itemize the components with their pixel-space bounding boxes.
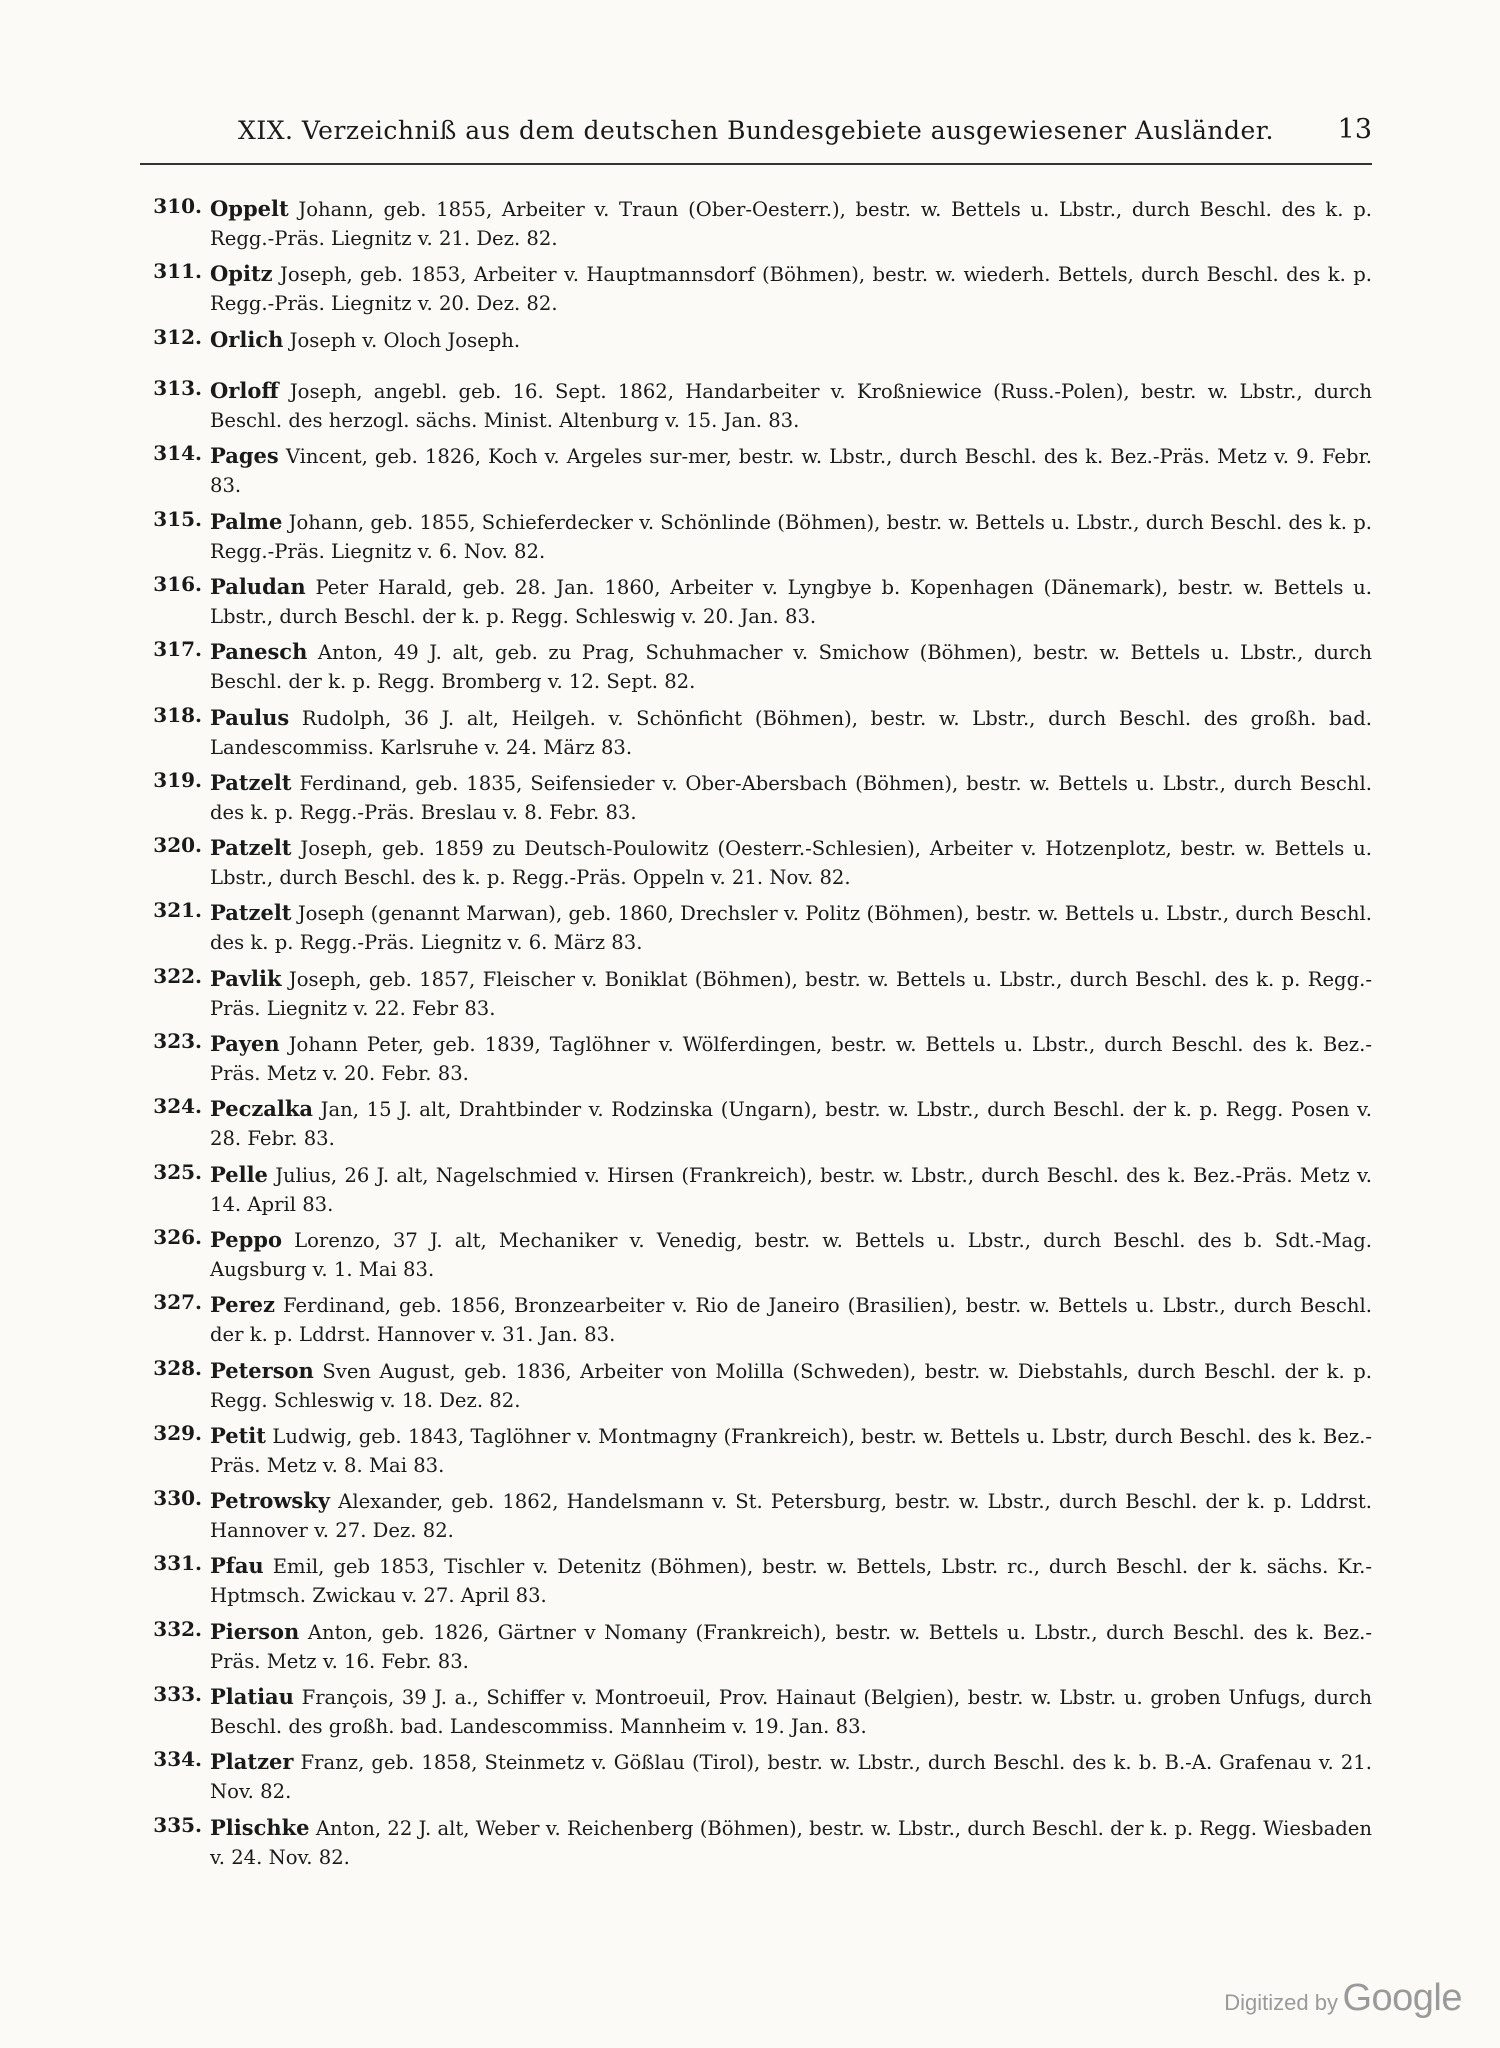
entry-details: Joseph, geb. 1857, Fleischer v. Boniklat (Böhmen), bestr. w. Bettels u. Lbstr., durch Beschl. des k. p. Regg.-Präs. Liegnitz v. 22. Febr 83.	[210, 967, 1372, 1020]
list-item	[140, 964, 1372, 1029]
entry-number: 326.	[153, 1224, 202, 1249]
entry-number: 335.	[153, 1812, 202, 1837]
list-item	[140, 376, 1372, 441]
list-item	[140, 1225, 1372, 1290]
entry-details: Franz, geb. 1858, Steinmetz v. Gößlau (Tirol), bestr. w. Lbstr., durch Beschl. des k. b. B.-A. Grafenau v. 21. Nov. 82.	[210, 1751, 1372, 1804]
entry-text	[210, 898, 1372, 957]
entry-text	[210, 1813, 1372, 1872]
entry-details: Peter Harald, geb. 28. Jan. 1860, Arbeiter v. Lyngbye b. Kopenhagen (Dänemark), bestr. w. Bettels u. Lbstr., durch Beschl. der k. p. Regg. Schleswig v. 20. Jan. 83.	[210, 575, 1373, 628]
entry-name: Petit	[210, 1422, 266, 1448]
watermark-prefix: Digitized by	[1224, 1990, 1338, 2015]
entry-details: Vincent, geb. 1826, Koch v. Argeles sur-mer, bestr. w. Lbstr., durch Beschl. des k. Bez.-Präs. Metz v. 9. Febr. 83.	[210, 445, 1373, 498]
entry-number: 321.	[153, 898, 202, 923]
entry-details: Julius, 26 J. alt, Nagelschmied v. Hirsen (Frankreich), bestr. w. Lbstr., durch Beschl. des k. Bez.-Präs. Metz v. 14. April 83.	[210, 1163, 1372, 1216]
entry-text	[210, 1486, 1372, 1545]
entry-name: Patzelt	[210, 835, 292, 861]
entry-details: Joseph, geb. 1859 zu Deutsch-Poulowitz (Oesterr.-Schlesien), Arbeiter v. Hotzenplotz, bestr. w. Bettels u. Lbstr., durch Beschl. des k. p. Regg.-Präs. Oppeln v. 21. Nov. 82.	[210, 837, 1373, 890]
entry-name: Petrowsky	[210, 1488, 331, 1514]
list-item	[140, 768, 1372, 833]
entry-name: Paludan	[210, 573, 306, 599]
list-item	[140, 1486, 1372, 1551]
entry-name: Palme	[210, 508, 283, 534]
entry-number: 320.	[153, 833, 202, 858]
entry-details: François, 39 J. a., Schiffer v. Montroeuil, Prov. Hainaut (Belgien), bestr. w. Lbstr. u. groben Unfugs, durch Beschl. des großh. bad. Landescommiss. Mannheim v. 19. Jan. 83.	[210, 1686, 1373, 1739]
list-item	[140, 1290, 1372, 1355]
entry-number: 323.	[153, 1029, 202, 1054]
entry-name: Plischke	[210, 1814, 310, 1840]
entry-number: 330.	[153, 1486, 202, 1511]
entry-number: 322.	[153, 963, 202, 988]
page-number: 13	[1337, 114, 1372, 145]
entry-name: Payen	[210, 1031, 280, 1057]
entry-details: Rudolph, 36 J. alt, Heilgeh. v. Schönficht (Böhmen), bestr. w. Lbstr., durch Beschl. des großh. bad. Landescommiss. Karlsruhe v. 24. März 83.	[210, 706, 1372, 759]
entry-name: Pages	[210, 443, 279, 469]
list-item	[140, 325, 1372, 377]
list-item	[140, 194, 1372, 259]
entry-number: 317.	[153, 637, 202, 662]
list-item	[140, 572, 1372, 637]
list-item	[140, 1094, 1372, 1159]
entry-text	[210, 1029, 1372, 1088]
entry-details: Ludwig, geb. 1843, Taglöhner v. Montmagny (Frankreich), bestr. w. Bettels u. Lbstr, durch Beschl. des k. Bez.-Präs. Metz v. 8. Mai 83.	[210, 1424, 1373, 1477]
entry-text	[210, 964, 1372, 1023]
entry-details: Johann Peter, geb. 1839, Taglöhner v. Wölferdingen, bestr. w. Bettels u. Lbstr., durch Beschl. des k. Bez.-Präs. Metz v. 20. Febr. 83.	[210, 1033, 1372, 1086]
entry-text	[210, 507, 1372, 566]
list-item	[140, 898, 1372, 963]
list-item	[140, 1747, 1372, 1812]
entry-details: Joseph (genannt Marwan), geb. 1860, Drechsler v. Politz (Böhmen), bestr. w. Bettels u. Lbstr., durch Beschl. des k. p. Regg.-Präs. Liegnitz v. 6. März 83.	[210, 902, 1372, 955]
entry-number: 319.	[153, 767, 202, 792]
entry-details: Johann, geb. 1855, Schieferdecker v. Schönlinde (Böhmen), bestr. w. Bettels u. Lbstr., durch Beschl. des k. p. Regg.-Präs. Liegnitz v. 6. Nov. 82.	[210, 510, 1372, 563]
entry-number: 333.	[153, 1682, 202, 1707]
header-rule	[140, 163, 1372, 165]
list-item	[140, 259, 1372, 324]
entry-name: Paulus	[210, 704, 290, 730]
entry-details: Jan, 15 J. alt, Drahtbinder v. Rodzinska (Ungarn), bestr. w. Lbstr., durch Beschl. der k. p. Regg. Posen v. 28. Febr. 83.	[210, 1098, 1372, 1151]
list-item	[140, 1421, 1372, 1486]
entry-text	[210, 1356, 1372, 1415]
entry-details: Joseph v. Oloch Joseph.	[289, 328, 521, 352]
entry-name: Platiau	[210, 1684, 294, 1710]
entry-name: Pfau	[210, 1553, 264, 1579]
entry-text	[210, 1421, 1372, 1480]
entry-number: 314.	[153, 441, 202, 466]
entry-details: Alexander, geb. 1862, Handelsmann v. St. Petersburg, bestr. w. Lbstr., durch Beschl. der k. p. Lddrst. Hannover v. 27. Dez. 82.	[210, 1490, 1372, 1543]
entry-name: Orloff	[210, 378, 279, 404]
entry-name: Perez	[210, 1292, 275, 1318]
entry-details: Ferdinand, geb. 1856, Bronzearbeiter v. Rio de Janeiro (Brasilien), bestr. w. Bettels u. Lbstr., durch Beschl. der k. p. Lddrst. Hannover v. 31. Jan. 83.	[210, 1294, 1372, 1347]
entry-text	[210, 1551, 1372, 1610]
digitized-watermark	[1224, 1977, 1462, 2020]
entry-number: 315.	[153, 506, 202, 531]
entry-number: 312.	[153, 324, 202, 349]
entry-text	[210, 441, 1372, 500]
entry-details: Anton, 22 J. alt, Weber v. Reichenberg (Böhmen), bestr. w. Lbstr., durch Beschl. der k. p. Regg. Wiesbaden v. 24. Nov. 82.	[210, 1816, 1373, 1869]
entry-text	[210, 572, 1372, 631]
entry-name: Patzelt	[210, 900, 292, 926]
entry-number: 329.	[153, 1420, 202, 1445]
entry-details: Anton, geb. 1826, Gärtner v Nomany (Frankreich), bestr. w. Bettels u. Lbstr., durch Beschl. des k. Bez.-Präs. Metz v. 16. Febr. 83.	[210, 1620, 1372, 1673]
list-item	[140, 1617, 1372, 1682]
entry-details: Sven August, geb. 1836, Arbeiter von Molilla (Schweden), bestr. w. Diebstahls, durch Beschl. der k. p. Regg. Schleswig v. 18. Dez. 82.	[210, 1359, 1372, 1412]
entry-details: Joseph, geb. 1853, Arbeiter v. Hauptmannsdorf (Böhmen), bestr. w. wiederh. Bettels, durch Beschl. des k. p. Regg.-Präs. Liegnitz v. 20. Dez. 82.	[210, 263, 1372, 316]
entry-number: 331.	[153, 1551, 202, 1576]
entry-details: Johann, geb. 1855, Arbeiter v. Traun (Ober-Oesterr.), bestr. w. Bettels u. Lbstr., durch Beschl. des k. p. Regg.-Präs. Liegnitz v. 21. Dez. 82.	[210, 198, 1372, 250]
list-item	[140, 1551, 1372, 1616]
entry-number: 328.	[153, 1355, 202, 1380]
list-item	[140, 1356, 1372, 1421]
entry-text	[210, 1617, 1372, 1676]
list-item	[140, 1682, 1372, 1747]
list-item	[140, 441, 1372, 506]
entry-name: Peczalka	[210, 1096, 314, 1122]
entry-name: Opitz	[210, 261, 273, 287]
entry-name: Pelle	[210, 1161, 268, 1187]
entry-details: Emil, geb 1853, Tischler v. Detenitz (Böhmen), bestr. w. Bettels, Lbstr. rc., durch Beschl. der k. sächs. Kr.-Hptmsch. Zwickau v. 27. April 83.	[210, 1555, 1373, 1608]
entry-number: 316.	[153, 571, 202, 596]
entry-text	[210, 768, 1372, 827]
entry-text	[210, 1160, 1372, 1219]
entry-text	[210, 1747, 1372, 1806]
entry-number: 324.	[153, 1094, 202, 1119]
entry-number: 334.	[153, 1747, 202, 1772]
entry-text	[210, 703, 1372, 762]
entry-text	[210, 194, 1372, 253]
google-logo: Google	[1342, 1977, 1462, 2019]
entry-number: 332.	[153, 1616, 202, 1641]
list-item	[140, 833, 1372, 898]
list-item	[140, 637, 1372, 702]
entry-list	[140, 194, 1372, 1878]
entry-number: 313.	[153, 376, 202, 401]
entry-details: Anton, 49 J. alt, geb. zu Prag, Schuhmacher v. Smichow (Böhmen), bestr. w. Bettels u. Lbstr., durch Beschl. der k. p. Regg. Bromberg v. 12. Sept. 82.	[210, 641, 1372, 694]
page-title: XIX. Verzeichniß aus dem deutschen Bundesgebiete ausgewiesener Ausländer.	[238, 116, 1274, 145]
entry-text	[210, 325, 1372, 355]
list-item	[140, 1160, 1372, 1225]
entry-text	[210, 1094, 1372, 1153]
entry-name: Orlich	[210, 326, 284, 352]
entry-name: Peppo	[210, 1226, 282, 1252]
entry-number: 310.	[153, 194, 202, 218]
entry-text	[210, 833, 1372, 892]
list-item	[140, 507, 1372, 572]
entry-name: Pavlik	[210, 965, 282, 991]
entry-name: Patzelt	[210, 769, 292, 795]
page-header	[140, 112, 1372, 152]
entry-number: 327.	[153, 1290, 202, 1315]
entry-name: Panesch	[210, 639, 308, 665]
entry-text	[210, 376, 1372, 435]
entry-name: Platzer	[210, 1749, 294, 1775]
list-item	[140, 1813, 1372, 1878]
entry-details: Lorenzo, 37 J. alt, Mechaniker v. Venedig, bestr. w. Bettels u. Lbstr., durch Beschl. des b. Sdt.-Mag. Augsburg v. 1. Mai 83.	[210, 1228, 1372, 1281]
entry-number: 318.	[153, 702, 202, 727]
entry-name: Oppelt	[210, 196, 289, 221]
entry-text	[210, 1290, 1372, 1349]
entry-name: Pierson	[210, 1618, 300, 1644]
entry-text	[210, 1225, 1372, 1284]
list-item	[140, 703, 1372, 768]
entry-number: 311.	[153, 259, 202, 284]
entry-text	[210, 637, 1372, 696]
entry-text	[210, 1682, 1372, 1741]
list-item	[140, 1029, 1372, 1094]
entry-text	[210, 259, 1372, 318]
entry-details: Ferdinand, geb. 1835, Seifensieder v. Ober-Abersbach (Böhmen), bestr. w. Bettels u. Lbstr., durch Beschl. des k. p. Regg.-Präs. Breslau v. 8. Febr. 83.	[210, 771, 1372, 824]
entry-details: Joseph, angebl. geb. 16. Sept. 1862, Handarbeiter v. Kroßniewice (Russ.-Polen), bestr. w. Lbstr., durch Beschl. des herzogl. sächs. Minist. Altenburg v. 15. Jan. 83.	[210, 380, 1372, 433]
entry-name: Peterson	[210, 1357, 314, 1383]
entry-number: 325.	[153, 1159, 202, 1184]
